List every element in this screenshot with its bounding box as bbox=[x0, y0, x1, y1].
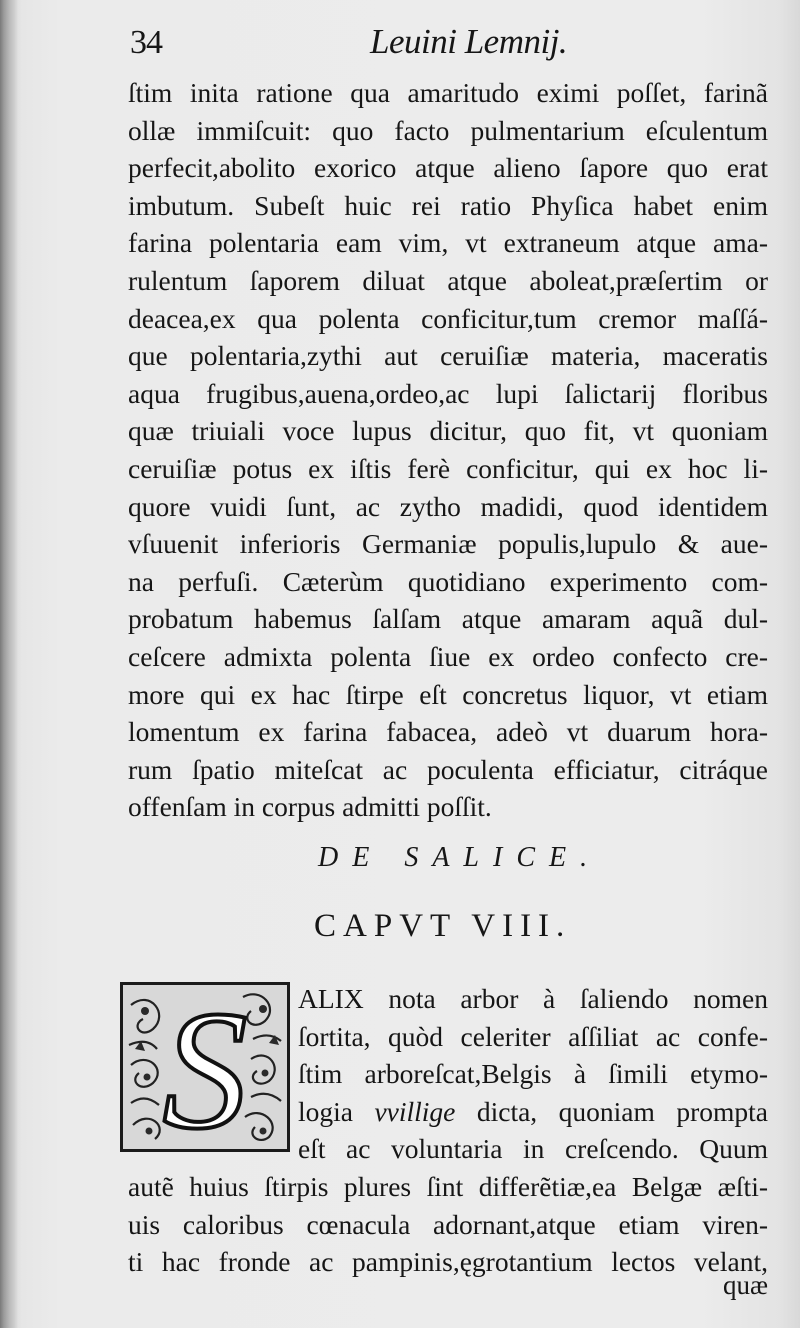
text-segment: logia bbox=[298, 1095, 375, 1127]
running-title: Leuini Lemnij. bbox=[370, 22, 568, 61]
foliage-ornament-icon bbox=[123, 985, 287, 1149]
page-number: 34 bbox=[130, 24, 162, 61]
italic-word: vvillige bbox=[374, 1095, 456, 1127]
text-line: eſt ac voluntaria in creſcendo. Quum bbox=[298, 1133, 768, 1165]
text-line: imbutum. Subeſt huic rei ratio Phyſica habet enim bbox=[128, 189, 768, 221]
chapter-paragraph bbox=[128, 1168, 768, 1281]
text-line: vſuuenit inferioris Germaniæ populis,lupulo & aue- bbox=[128, 528, 768, 560]
text-line: autẽ huius ſtirpis plures ſint differẽtiæ,ea Belgæ æſti- bbox=[128, 1171, 768, 1202]
text-line: ollæ immiſcuit: quo facto pulmentarium eſculentum bbox=[128, 114, 768, 146]
text-line: quore vuidi ſunt, ac zytho madidi, quod identidem bbox=[128, 490, 768, 522]
text-line: perfecit,abolito exorico atque alieno ſapore quo erat bbox=[128, 152, 768, 184]
text-line: ceruiſiæ potus ex iſtis ferè conficitur, qui ex hoc li- bbox=[128, 452, 768, 484]
text-line: quæ triuiali voce lupus dicitur, quo fit, vt quoniam bbox=[128, 415, 768, 447]
text-line: deacea,ex qua polenta conficitur,tum cremor maſſá- bbox=[128, 302, 768, 334]
text-line: farina polentaria eam vim, vt extraneum atque ama- bbox=[128, 227, 768, 259]
text-line: que polentaria,zythi aut ceruiſiæ materia, maceratis bbox=[128, 340, 768, 372]
drop-cap-letter: S bbox=[162, 985, 248, 1149]
decorated-initial bbox=[120, 982, 290, 1152]
text-segment: dicta, quoniam prompta bbox=[455, 1095, 768, 1127]
text-line: offenſam in corpus admitti poſſit. bbox=[128, 791, 492, 823]
text-line: ſortita, quòd celeriter aſſiliat ac confe- bbox=[298, 1020, 768, 1052]
text-line-with-italic bbox=[298, 1093, 768, 1131]
text-line: rulentum ſaporem diluat atque aboleat,præſertim or bbox=[128, 264, 768, 296]
text-line: ſtim inita ratione qua amaritudo eximi poſſet, farinã bbox=[128, 77, 768, 108]
text-line: ceſcere admixta polenta ſiue ex ordeo confecto cre- bbox=[128, 640, 768, 672]
text-line: na perfuſi. Cæterùm quotidiano experimento com- bbox=[128, 565, 768, 597]
text-line: ſtim arboreſcat,Belgis à ſimili etymo- bbox=[298, 1058, 768, 1090]
chapter-paragraph-beside-initial bbox=[298, 980, 768, 1168]
body-paragraph bbox=[128, 74, 768, 826]
text-line: uis caloribus cœnacula adornant,atque etiam viren- bbox=[128, 1208, 768, 1240]
running-head bbox=[130, 18, 770, 68]
catchword: quæ bbox=[722, 1270, 768, 1300]
text-line: probatum habemus ſalſam atque amaram aquã dul- bbox=[128, 603, 768, 635]
section-title: DE SALICE. bbox=[318, 842, 602, 873]
text-line: rum ſpatio miteſcat ac poculenta efficiatur, citráque bbox=[128, 753, 768, 785]
text-line: ti hac fronde ac pampinis,ęgrotantium lectos velant, bbox=[128, 1246, 768, 1278]
text-line: ALIX nota arbor à ſaliendo nomen bbox=[298, 983, 768, 1014]
text-line: aqua frugibus,auena,ordeo,ac lupi ſalictarij floribus bbox=[128, 377, 768, 409]
text-line: more qui ex hac ſtirpe eſt concretus liquor, vt etiam bbox=[128, 678, 768, 710]
text-line: lomentum ex farina fabacea, adeò vt duarum hora- bbox=[128, 716, 768, 748]
binding-edge bbox=[0, 0, 18, 1328]
chapter-title: CAPVT VIII. bbox=[314, 908, 572, 944]
